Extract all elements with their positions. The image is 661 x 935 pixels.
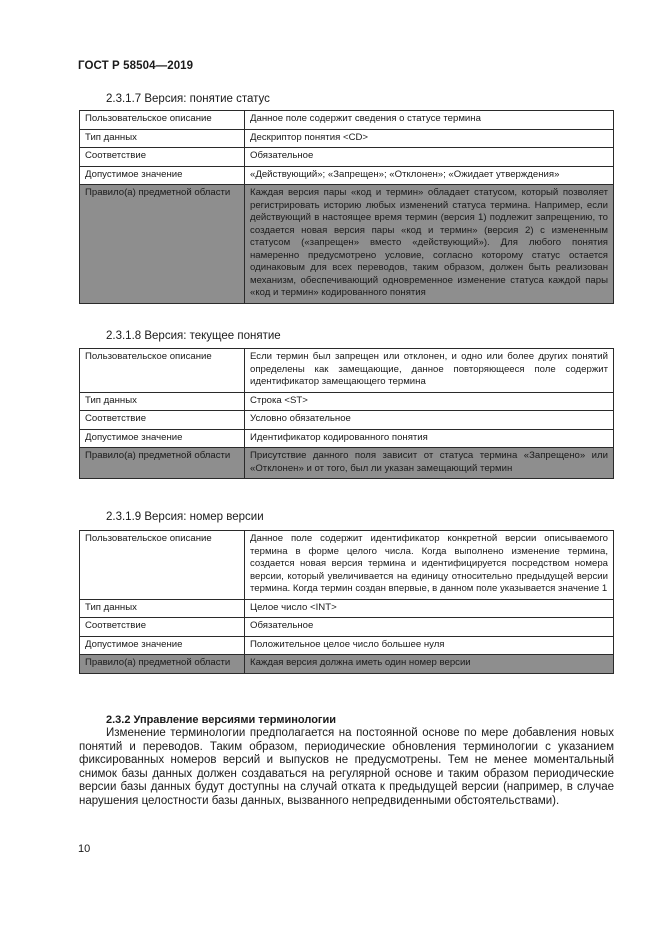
- row-value: Идентификатор кодированного понятия: [245, 429, 614, 448]
- row-label: Правило(а) предметной области: [80, 655, 245, 674]
- row-value: Условно обязательное: [245, 411, 614, 430]
- row-label: Пользовательское описание: [80, 531, 245, 600]
- table-row: [80, 349, 614, 393]
- table-row: [80, 599, 614, 618]
- row-label: Допустимое значение: [80, 166, 245, 185]
- table-row: [80, 392, 614, 411]
- table-row: [80, 111, 614, 130]
- table-row: [80, 531, 614, 600]
- row-label: Соответствие: [80, 148, 245, 167]
- table-row: [80, 429, 614, 448]
- table-row-shaded: [80, 448, 614, 479]
- table-row: [80, 148, 614, 167]
- row-value: Целое число <INT>: [245, 599, 614, 618]
- row-label: Тип данных: [80, 129, 245, 148]
- row-label: Соответствие: [80, 618, 245, 637]
- document-code: ГОСТ Р 58504—2019: [78, 60, 194, 72]
- version-management-heading: 2.3.2 Управление версиями терминологии: [106, 714, 337, 726]
- row-label: Правило(а) предметной области: [80, 185, 245, 304]
- version-management-paragraph: Изменение терминологии предполагается на постоянной основе по мере добавления новых понятий и переводов. Таким образом, периодические обновления терминологии с указанием фиксированных номеров версий и выпусков не предусмотрены. Тем не менее моментальный снимок базы данных должен создаваться на регулярной основе и таким образом периодические версии базы данных будут доступны на случай отката к предыдущей версии (например, в случае нарушения целостности базы данных, вызванного непредвиденными обстоятельствами).: [79, 727, 614, 807]
- table-current-concept: [79, 348, 614, 479]
- row-label: Допустимое значение: [80, 429, 245, 448]
- row-value: Обязательное: [245, 148, 614, 167]
- table-row: [80, 129, 614, 148]
- row-label: Тип данных: [80, 392, 245, 411]
- table-row: [80, 636, 614, 655]
- row-label: Пользовательское описание: [80, 111, 245, 130]
- row-label: Правило(а) предметной области: [80, 448, 245, 479]
- row-value: Обязательное: [245, 618, 614, 637]
- row-value: Данное поле содержит идентификатор конкретной версии описываемого термина в форме целого числа. Когда выполнено изменение термина, создается новая версия термина и идентифицируется посредством номера версии, который увеличивается на единицу относительно предыдущей версии термина. Когда термин создан впервые, в данном поле указывается значение 1: [245, 531, 614, 600]
- row-label: Соответствие: [80, 411, 245, 430]
- row-value: Если термин был запрещен или отклонен, и одно или более других понятий определены как замещающие, данное повторяющееся поле содержит идентификатор замещающего термина: [245, 349, 614, 393]
- row-value: Данное поле содержит сведения о статусе термина: [245, 111, 614, 130]
- section-title-current-concept: 2.3.1.8 Версия: текущее понятие: [106, 330, 281, 342]
- table-row-shaded: [80, 185, 614, 304]
- page-number: 10: [78, 843, 91, 855]
- row-label: Пользовательское описание: [80, 349, 245, 393]
- row-label: Тип данных: [80, 599, 245, 618]
- table-status: [79, 110, 614, 304]
- row-label: Допустимое значение: [80, 636, 245, 655]
- section-title-status: 2.3.1.7 Версия: понятие статус: [106, 93, 270, 105]
- table-version-number: [79, 530, 614, 674]
- row-value: Каждая версия пары «код и термин» обладает статусом, который позволяет регистрировать историю любых изменений статуса термина. Например, если действующий в настоящее время термин (версия 1) подлежит запрещению, то создается новая версия пары «код и термин» (версия 2) с измененным статусом («запрещен» вместо «действующий»). Для любого понятия намеренно предусмотрено условие, согласно которому статус остается одинаковым для всех переводов, таким образом, должен быть реализован механизм, обеспечивающий одновременное изменение статуса каждой пары «код и термин» кодированного понятия: [245, 185, 614, 304]
- row-value: Каждая версия должна иметь один номер версии: [245, 655, 614, 674]
- table-row: [80, 411, 614, 430]
- table-row: [80, 166, 614, 185]
- table-row-shaded: [80, 655, 614, 674]
- row-value: «Действующий»; «Запрещен»; «Отклонен»; «Ожидает утверждения»: [245, 166, 614, 185]
- row-value: Строка <ST>: [245, 392, 614, 411]
- row-value: Положительное целое число большее нуля: [245, 636, 614, 655]
- row-value: Присутствие данного поля зависит от статуса термина «Запрещено» или «Отклонен» и от того, был ли указан замещающий термин: [245, 448, 614, 479]
- section-title-version-number: 2.3.1.9 Версия: номер версии: [106, 511, 264, 523]
- row-value: Дескриптор понятия <CD>: [245, 129, 614, 148]
- table-row: [80, 618, 614, 637]
